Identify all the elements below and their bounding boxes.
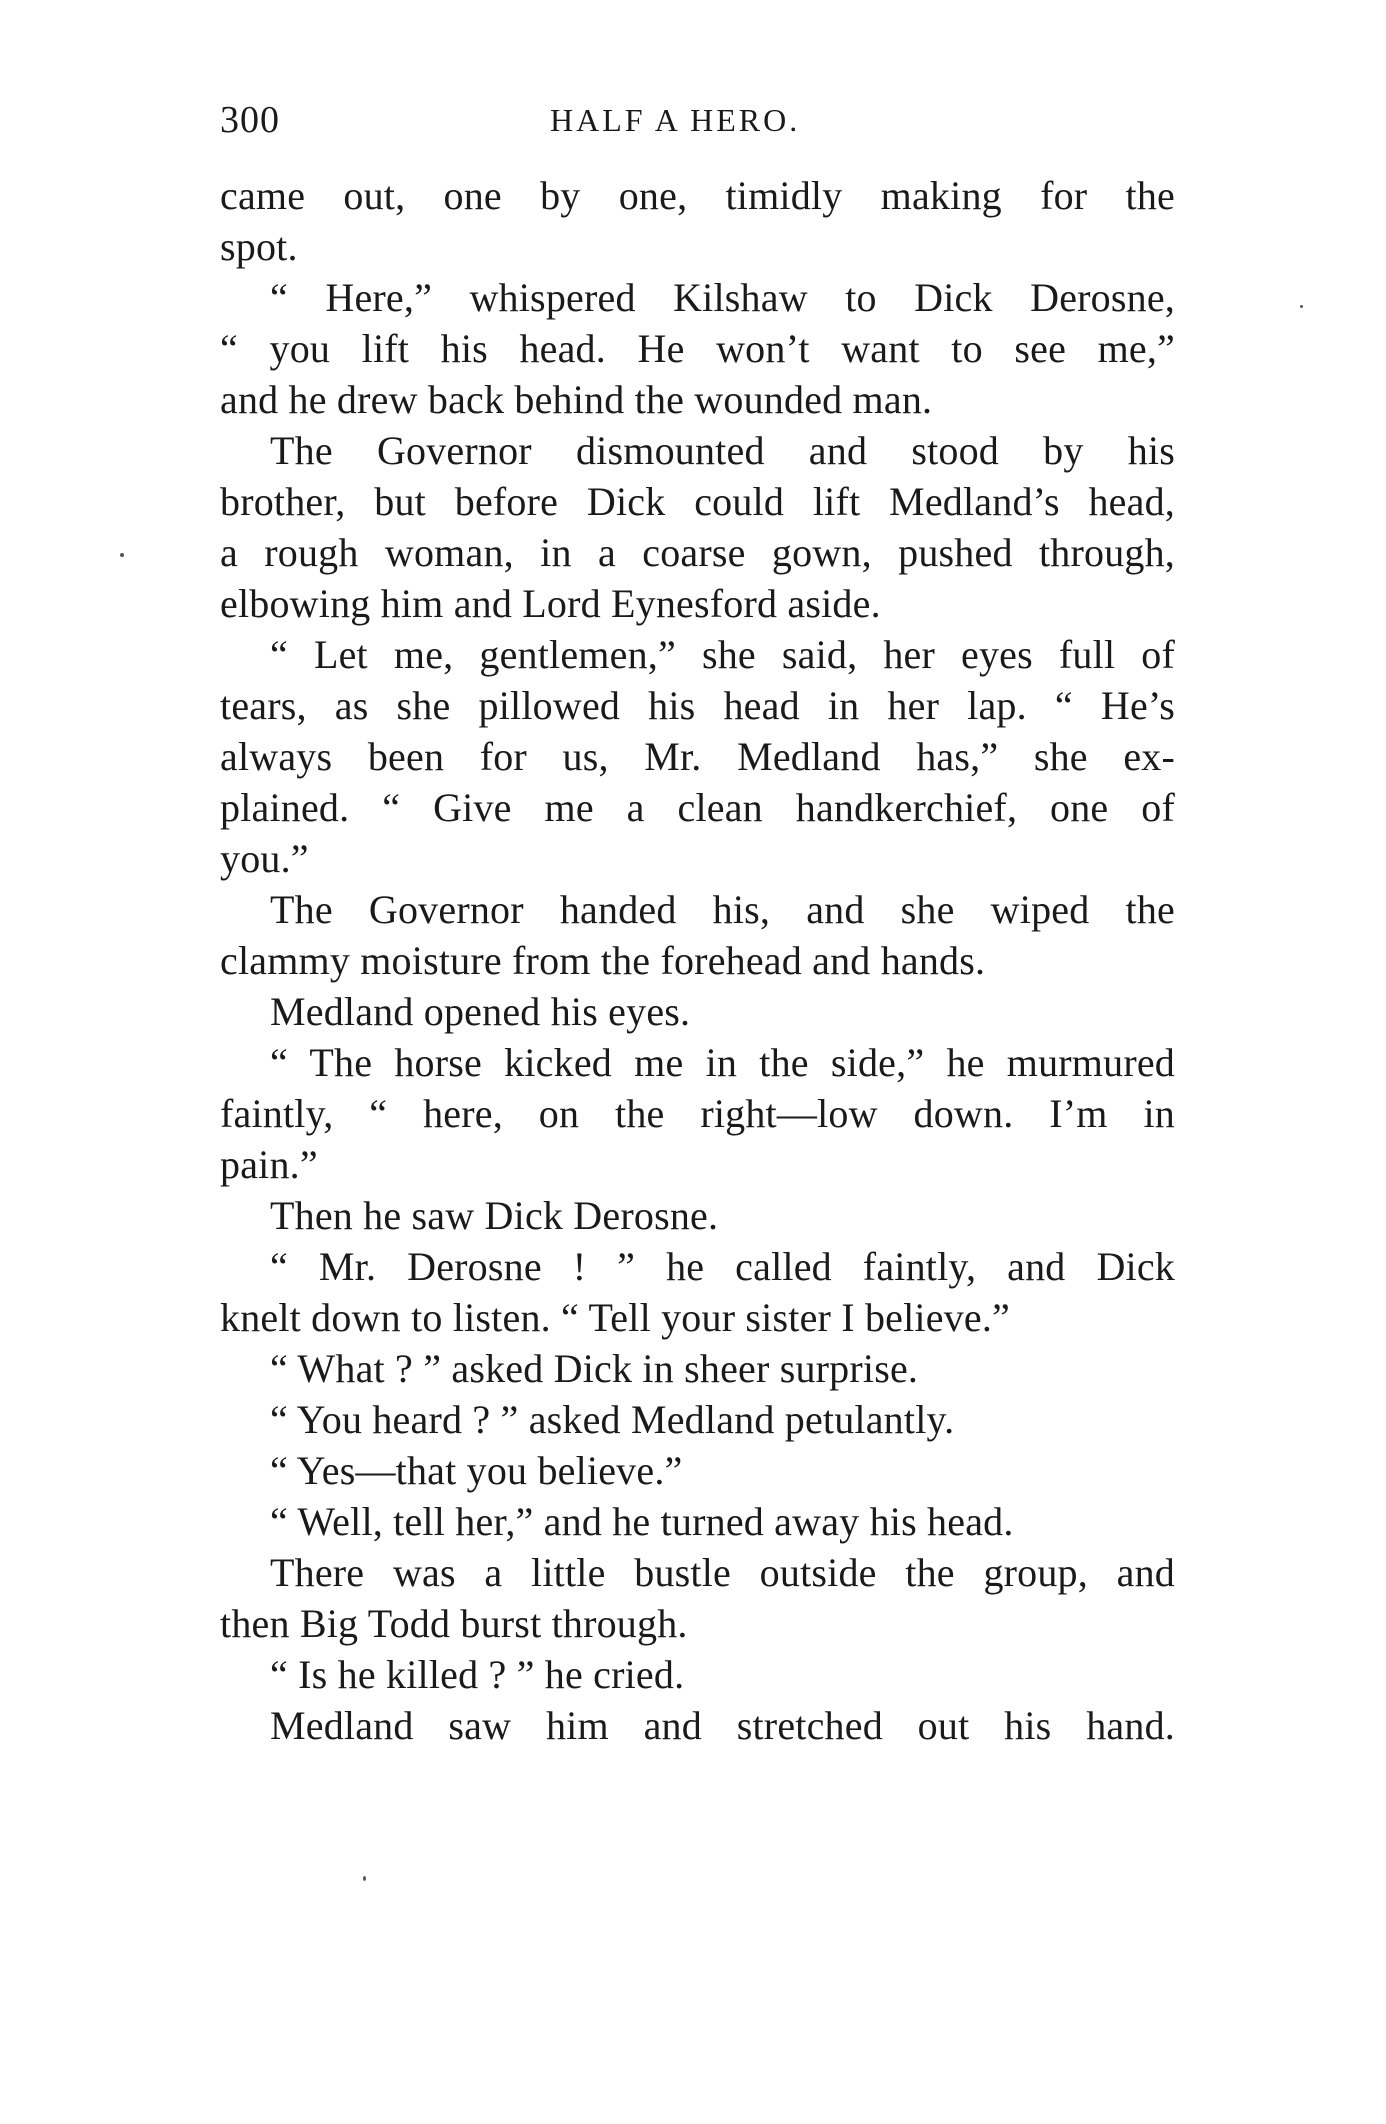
text-line: and he drew back behind the wounded man.: [220, 377, 933, 422]
text-line: “ You heard ? ” asked Medland petulantly.: [270, 1397, 955, 1442]
text-line: “ Here,” whispered Kilshaw to Dick Derosne,: [270, 275, 1175, 320]
text-line: you.”: [220, 836, 309, 881]
text-line: Medland opened his eyes.: [270, 989, 691, 1034]
text-line: elbowing him and Lord Eynesford aside.: [220, 581, 881, 626]
text-line: then Big Todd burst through.: [220, 1601, 688, 1646]
text-line: “ What ? ” asked Dick in sheer surprise.: [270, 1346, 919, 1391]
text-line: There was a little bustle outside the group, and: [270, 1550, 1175, 1595]
text-line: “ you lift his head. He won’t want to see me,”: [220, 326, 1175, 371]
text-line: “ Let me, gentlemen,” she said, her eyes full of: [270, 632, 1175, 677]
text-line: faintly, “ here, on the right—low down. I’m in: [220, 1091, 1175, 1136]
text-line: brother, but before Dick could lift Medland’s head,: [220, 479, 1175, 524]
text-line: “ Yes—that you believe.”: [270, 1448, 683, 1493]
text-line: knelt down to listen. “ Tell your sister I believe.”: [220, 1295, 1011, 1340]
text-line: came out, one by one, timidly making for the: [220, 173, 1175, 218]
text-line: tears, as she pillowed his head in her lap. “ He’s: [220, 683, 1175, 728]
page-header: [220, 98, 1180, 148]
text-line: “ Mr. Derosne ! ” he called faintly, and Dick: [270, 1244, 1175, 1289]
text-line: always been for us, Mr. Medland has,” she ex-: [220, 734, 1175, 779]
ink-speck: [363, 1876, 366, 1881]
text-line: pain.”: [220, 1142, 318, 1187]
page-number: 300: [220, 99, 280, 141]
text-line: plained. “ Give me a clean handkerchief, one of: [220, 785, 1175, 830]
text-line: “ The horse kicked me in the side,” he murmured: [270, 1040, 1175, 1085]
text-line: The Governor handed his, and she wiped the: [270, 887, 1175, 932]
ink-speck: [1300, 305, 1303, 308]
text-line: Then he saw Dick Derosne.: [270, 1193, 719, 1238]
text-line: “ Is he killed ? ” he cried.: [270, 1652, 685, 1697]
text-line: a rough woman, in a coarse gown, pushed through,: [220, 530, 1175, 575]
ink-speck: [120, 553, 124, 557]
text-line: clammy moisture from the forehead and hands.: [220, 938, 986, 983]
text-line: The Governor dismounted and stood by his: [270, 428, 1175, 473]
body-text: [220, 170, 1175, 1751]
running-title: HALF A HERO.: [550, 102, 801, 138]
text-line: “ Well, tell her,” and he turned away his head.: [270, 1499, 1014, 1544]
text-line: spot.: [220, 224, 298, 269]
text-line: Medland saw him and stretched out his hand.: [270, 1703, 1175, 1748]
